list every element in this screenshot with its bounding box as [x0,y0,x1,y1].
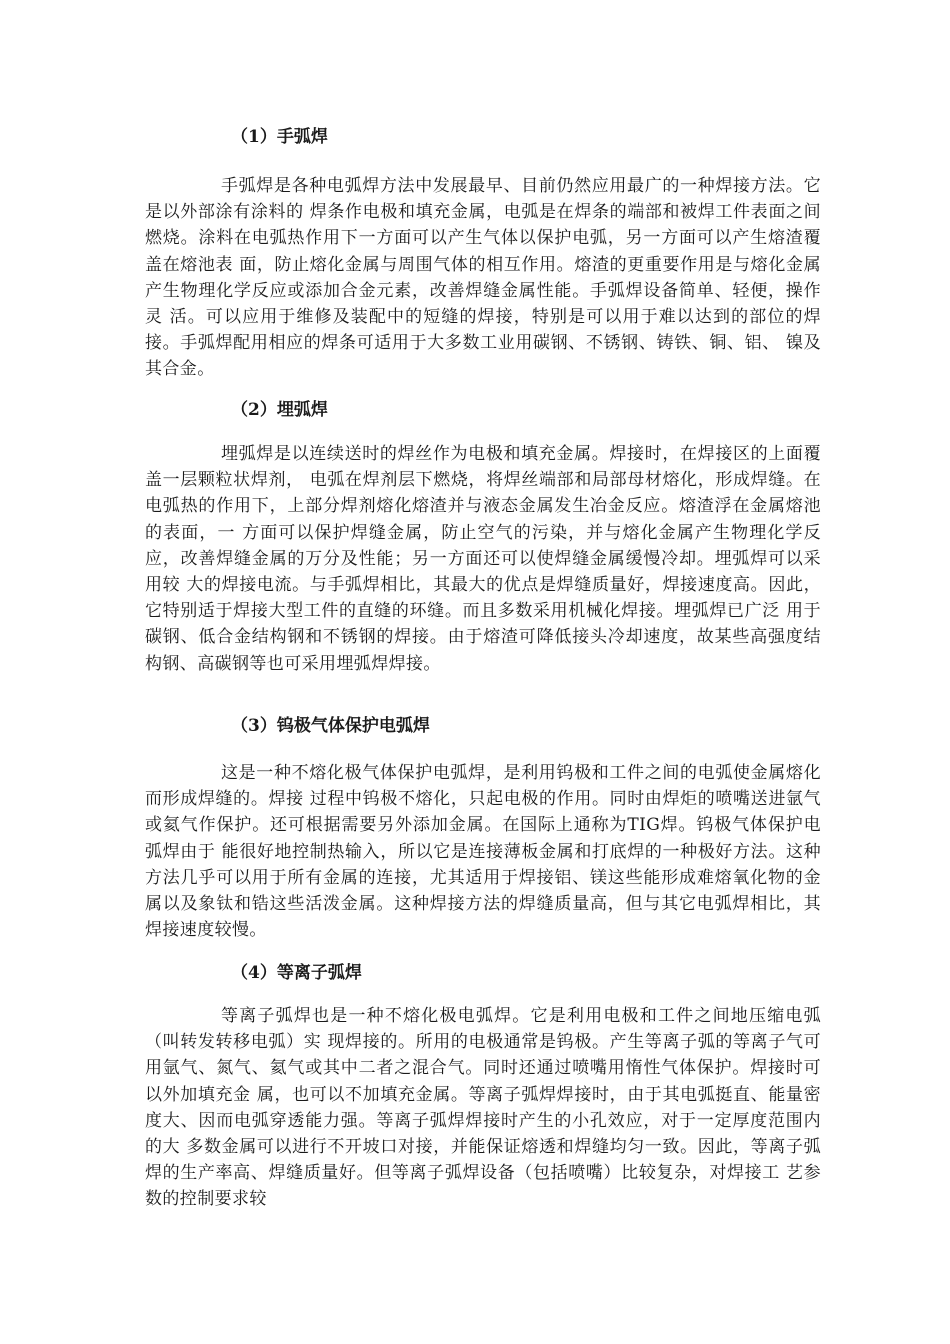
section-body-submerged-arc-welding: 埋弧焊是以连续送时的焊丝作为电极和填充金属。焊接时，在焊接区的上面覆盖一层颗粒状焊剂， 电弧在焊剂层下燃烧，将焊丝端部和局部母材熔化，形成焊缝。在电弧热的作用下，上部分焊剂熔化熔渣并与液态金属发生冶金反应。熔渣浮在金属熔池的表面，一 方面可以保护焊缝金属，防止空气的污染，并与熔化金属产生物理化学反应，改善焊缝金属的万分及性能；另一方面还可以使焊缝金属缓慢冷却。埋弧焊可以采用较 大的焊接电流。与手弧焊相比，其最大的优点是焊缝质量好，焊接速度高。因此，它特别适于焊接大型工件的直缝的环缝。而且多数采用机械化焊接。埋弧焊已广泛 用于碳钢、低合金结构钢和不锈钢的焊接。由于熔渣可降低接头冷却速度，故某些高强度结构钢、高碳钢等也可采用埋弧焊焊接。 [145,444,821,674]
section-heading-manual-arc-welding: （1）手弧焊 [231,127,328,147]
section-body-plasma-arc-welding: 等离子弧焊也是一种不熔化极电弧焊。它是利用电极和工件之间地压缩电弧（叫转发转移电弧）实 现焊接的。所用的电极通常是钨极。产生等离子弧的等离子气可用氩气、氮气、氦气或其中二者之混合气。同时还通过喷嘴用惰性气体保护。焊接时可以外加填充金 属，也可以不加填充金属。等离子弧焊焊接时，由于其电弧挺直、能量密度大、因而电弧穿透能力强。等离子弧焊焊接时产生的小孔效应，对于一定厚度范围内的大 多数金属可以进行不开坡口对接，并能保证熔透和焊缝均匀一致。因此，等离子弧焊的生产率高、焊缝质量好。但等离子弧焊设备（包括喷嘴）比较复杂，对焊接工 艺参数的控制要求较 [145,1006,821,1210]
section-heading-plasma-arc-welding: （4）等离子弧焊 [231,963,362,983]
section-heading-tig-welding: （3）钨极气体保护电弧焊 [231,716,430,736]
section-body-manual-arc-welding: 手弧焊是各种电弧焊方法中发展最早、目前仍然应用最广的一种焊接方法。它是以外部涂有涂料的 焊条作电极和填充金属，电弧是在焊条的端部和被焊工件表面之间燃烧。涂料在电弧热作用下一方面可以产生气体以保护电弧，另一方面可以产生熔渣覆盖在熔池表 面，防止熔化金属与周围气体的相互作用。熔渣的更重要作用是与熔化金属产生物理化学反应或添加合金元素，改善焊缝金属性能。手弧焊设备简单、轻便，操作灵 活。可以应用于维修及装配中的短缝的焊接，特别是可以用于难以达到的部位的焊接。手弧焊配用相应的焊条可适用于大多数工业用碳钢、不锈钢、铸铁、铜、铝、 镍及其合金。 [145,176,821,380]
section-heading-submerged-arc-welding: （2）埋弧焊 [231,400,328,420]
section-body-tig-welding: 这是一种不熔化极气体保护电弧焊，是利用钨极和工件之间的电弧使金属熔化而形成焊缝的。焊接 过程中钨极不熔化，只起电极的作用。同时由焊炬的喷嘴送进氩气或氦气作保护。还可根据需要另外添加金属。在国际上通称为TIG焊。钨极气体保护电弧焊由于 能很好地控制热输入，所以它是连接薄板金属和打底焊的一种极好方法。这种方法几乎可以用于所有金属的连接，尤其适用于焊接铝、镁这些能形成难熔氧化物的金 属以及象钛和锆这些活泼金属。这种焊接方法的焊缝质量高，但与其它电弧焊相比，其焊接速度较慢。 [145,763,821,941]
